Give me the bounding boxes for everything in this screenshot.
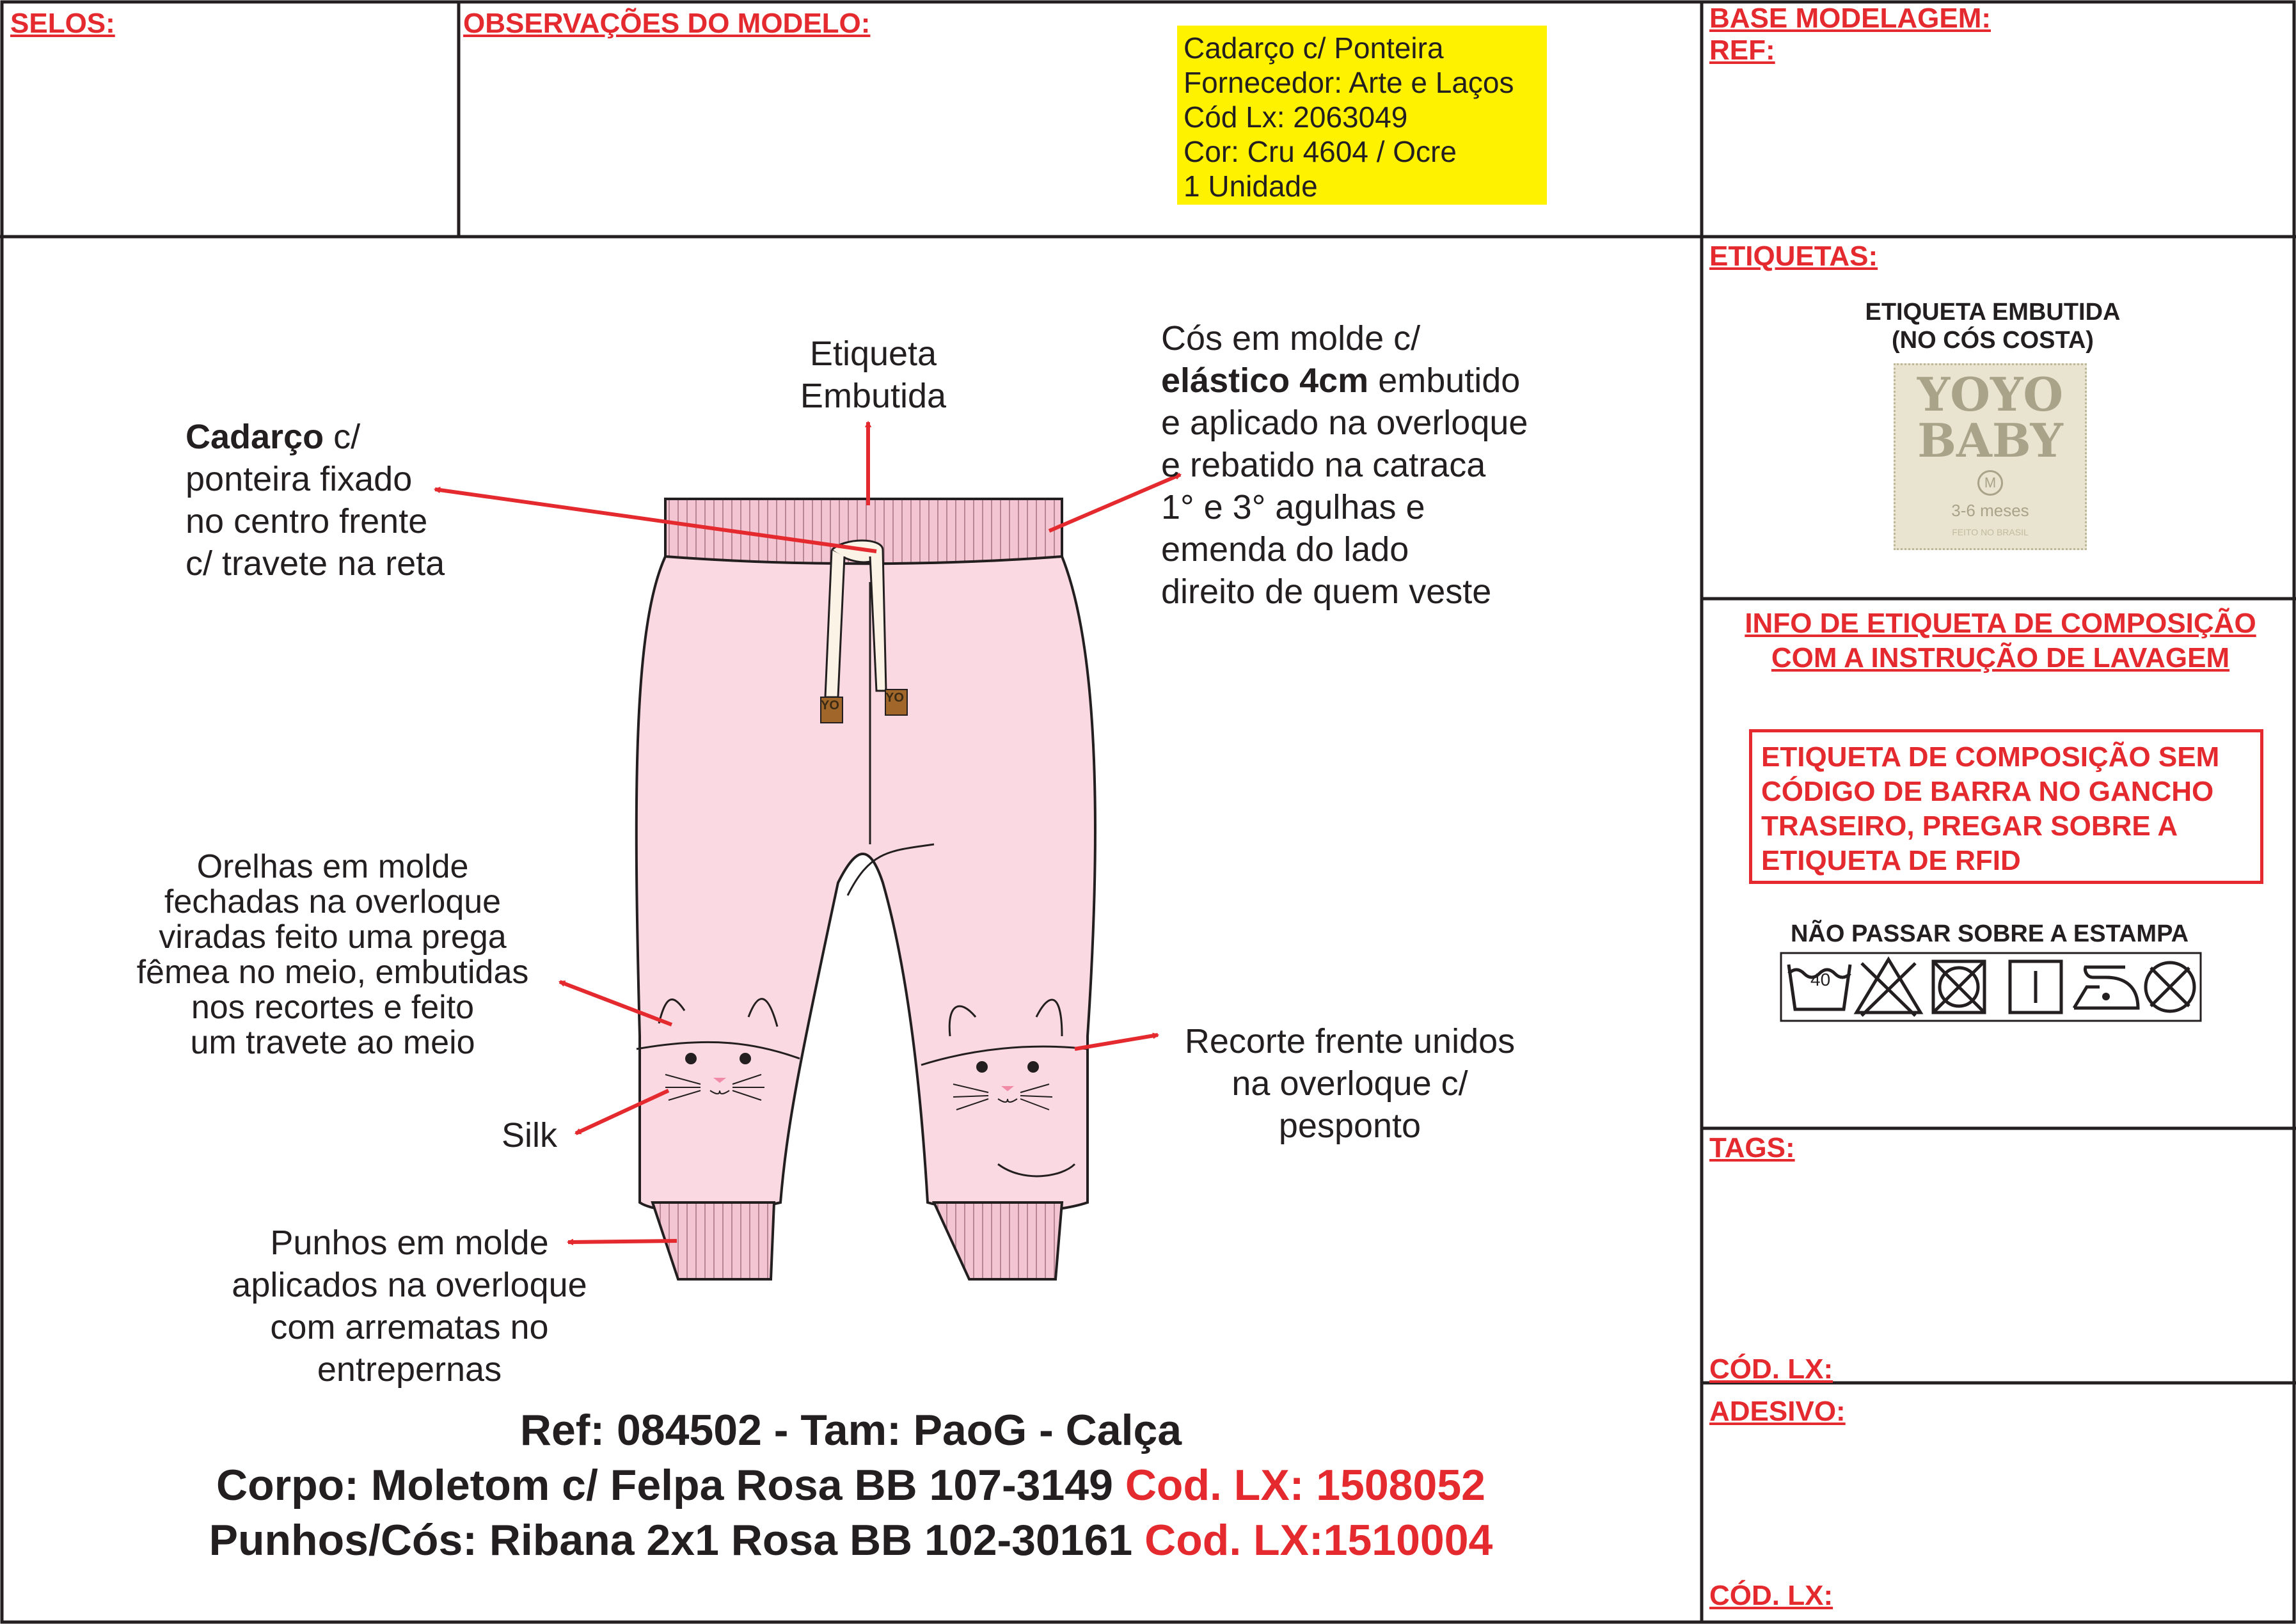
- info-line: INFO DE ETIQUETA DE COMPOSIÇÃO: [1745, 608, 2256, 639]
- cadarco-annotation: [186, 416, 493, 585]
- annotation-line: um travete ao meio: [190, 1024, 475, 1061]
- annotation-line: Recorte frente unidos: [1184, 1022, 1516, 1060]
- note-line: Cadarço c/ Ponteira: [1184, 31, 1444, 65]
- annotation-line: ponteira fixado: [186, 460, 413, 498]
- etiquetas-header: ETIQUETAS:: [1709, 240, 1878, 272]
- note-line: Cor: Cru 4604 / Ocre: [1184, 135, 1457, 168]
- brand-label-line1: YOYO: [1917, 367, 2064, 422]
- composition-label-note: [1749, 729, 2263, 884]
- comp-line: CÓDIGO DE BARRA NO GANCHO: [1761, 776, 2214, 807]
- made-in-text: FEITO NO BRASIL: [1952, 527, 2029, 537]
- brand-label-line2: BABY: [1917, 413, 2063, 468]
- annotation-line: c/: [324, 418, 361, 456]
- do-not-tumble-dry-icon: [1933, 961, 1984, 1013]
- annotation-line: na overloque c/: [1231, 1064, 1468, 1103]
- drawstring-tip-left: YO: [821, 698, 839, 713]
- annotation-line: com arrematas no: [270, 1308, 549, 1346]
- title-line: (NO CÓS COSTA): [1892, 327, 2094, 354]
- annotation-bold: elástico 4cm: [1161, 361, 1369, 400]
- cod-lx-adesivo: CÓD. LX:: [1709, 1580, 1833, 1611]
- annotation-line: Cós em molde c/: [1161, 319, 1421, 358]
- punhos-annotation: [205, 1222, 614, 1391]
- annotation-line: e aplicado na overloque: [1161, 404, 1528, 442]
- etiqueta-embutida-title: [1791, 298, 2194, 354]
- cod-lx-tags: CÓD. LX:: [1709, 1353, 1833, 1385]
- tags-header: TAGS:: [1709, 1132, 1795, 1163]
- corpo-text: Corpo: Moletom c/ Felpa Rosa BB 107-3149: [216, 1461, 1125, 1510]
- recorte-annotation: [1152, 1020, 1548, 1147]
- note-line: 1 Unidade: [1184, 169, 1318, 203]
- punhos-cos-code: Cod. LX:1510004: [1144, 1516, 1493, 1565]
- note-line: Fornecedor: Arte e Laços: [1184, 66, 1514, 99]
- ref-header: REF:: [1709, 35, 1775, 66]
- observacoes-header: OBSERVAÇÕES DO MODELO:: [463, 8, 871, 39]
- annotation-line: viradas feito uma prega: [159, 918, 507, 956]
- info-etiqueta-header: [1709, 606, 2292, 675]
- annotation-line: embutido: [1368, 361, 1521, 400]
- annotation-bold: Cadarço: [186, 418, 324, 456]
- drawstring-tip-right: YO: [885, 691, 904, 705]
- annotation-line: no centro frente: [186, 502, 428, 540]
- silk-annotation: Silk: [502, 1116, 558, 1155]
- size-badge-text: M: [1984, 475, 1997, 491]
- annotation-line: c/ travete na reta: [186, 544, 445, 583]
- corpo-code: Cod. LX: 1508052: [1125, 1461, 1485, 1510]
- annotation-line: Orelhas em molde: [196, 848, 469, 885]
- care-symbols: [1780, 952, 2202, 1022]
- selos-header: SELOS:: [10, 8, 115, 39]
- title-line: ETIQUETA EMBUTIDA: [1865, 299, 2121, 326]
- punhos-cos-text: Punhos/Cós: Ribana 2x1 Rosa BB 102-30161: [209, 1516, 1145, 1565]
- etiqueta-annotation: [768, 333, 979, 417]
- comp-line: ETIQUETA DE RFID: [1761, 845, 2021, 876]
- annotation-line: direito de quem veste: [1161, 572, 1492, 611]
- annotation-line: e rebatido na catraca: [1161, 446, 1486, 484]
- comp-line: ETIQUETA DE COMPOSIÇÃO SEM: [1761, 741, 2220, 773]
- annotation-line: fechadas na overloque: [164, 883, 502, 920]
- corpo-line: [0, 1460, 1702, 1511]
- annotation-line: Etiqueta: [809, 335, 937, 373]
- annotation-line: Embutida: [800, 377, 947, 415]
- note-line: Cód Lx: 2063049: [1184, 100, 1408, 134]
- annotation-line: nos recortes e feito: [191, 989, 475, 1026]
- cos-annotation: [1161, 317, 1647, 613]
- comp-line: TRASEIRO, PREGAR SOBRE A: [1761, 810, 2178, 842]
- brand-label-image: [1894, 363, 2087, 550]
- size-badge: [1977, 470, 2003, 496]
- annotation-line: Punhos em molde: [270, 1224, 549, 1262]
- wash-temperature: 40: [1810, 970, 1831, 989]
- annotation-line: fêmea no meio, embutidas: [136, 954, 529, 991]
- annotation-line: emenda do lado: [1161, 530, 1409, 569]
- info-line: COM A INSTRUÇÃO DE LAVAGEM: [1771, 642, 2230, 674]
- annotation-line: 1° e 3° agulhas e: [1161, 488, 1425, 526]
- months-text: 3-6 meses: [1951, 501, 2029, 520]
- annotation-line: aplicados na overloque: [232, 1266, 587, 1304]
- punhos-cos-line: [0, 1515, 1702, 1566]
- base-modelagem-header: BASE MODELAGEM:: [1709, 3, 1991, 34]
- ref-line: Ref: 084502 - Tam: PaoG - Calça: [519, 1406, 1182, 1455]
- adesivo-header: ADESIVO:: [1709, 1396, 1846, 1427]
- orelhas-annotation: [102, 849, 563, 1060]
- annotation-line: pesponto: [1278, 1107, 1421, 1145]
- annotation-line: entrepernas: [317, 1350, 502, 1389]
- nao-passar-text: NÃO PASSAR SOBRE A ESTAMPA: [1790, 920, 2189, 947]
